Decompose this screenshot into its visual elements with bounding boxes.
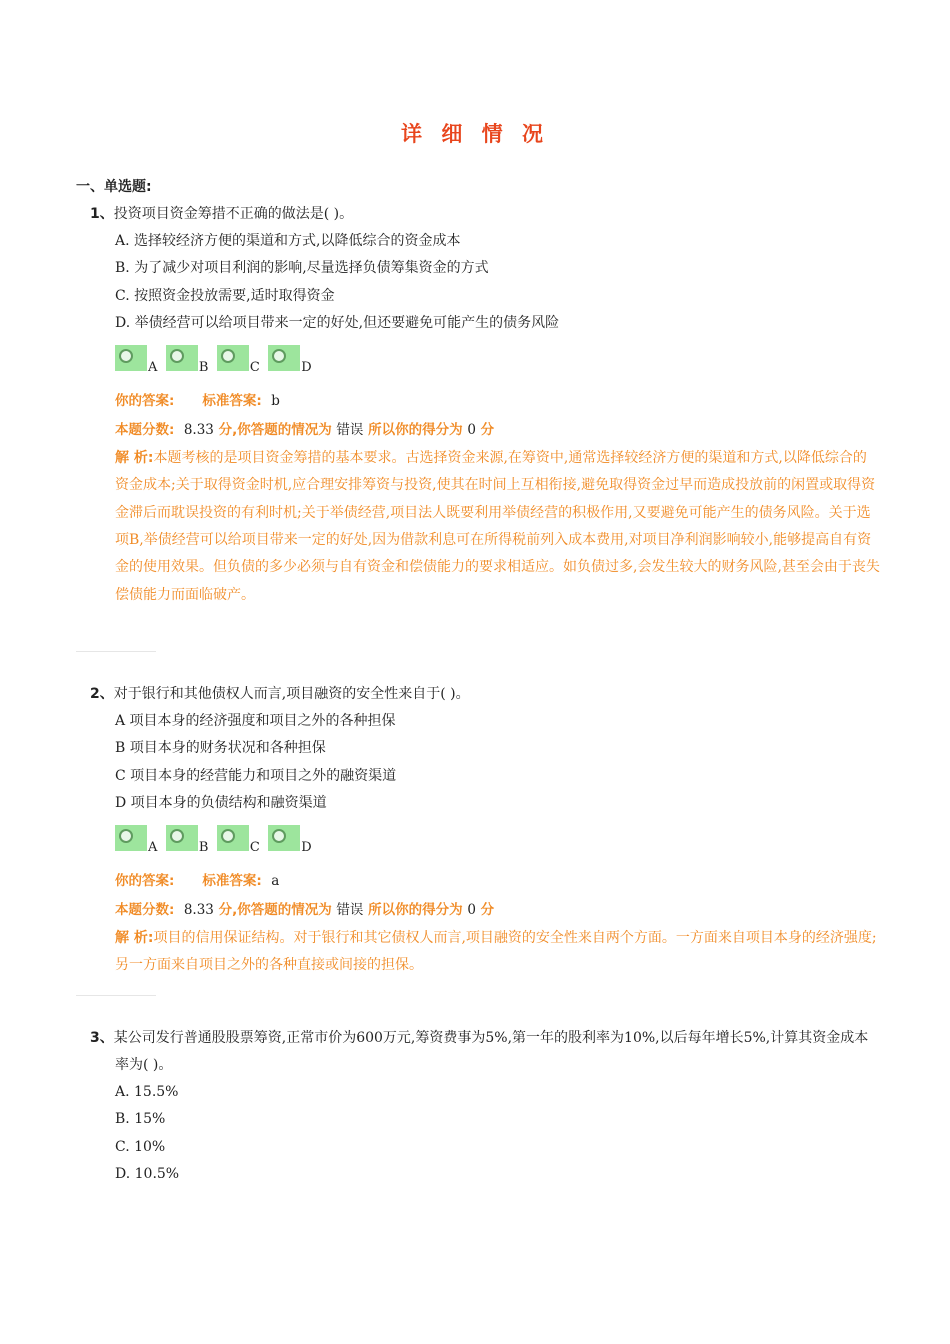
- option-c: C. 10%: [115, 1138, 166, 1155]
- score-label: 本题分数:: [115, 902, 175, 919]
- question-text: 投资项目资金筹措不正确的做法是( )。: [113, 206, 354, 222]
- option-c: C. 按照资金投放需要,适时取得资金: [115, 287, 335, 304]
- question-stem: [90, 681, 880, 708]
- standard-answer-value: a: [271, 873, 280, 890]
- option-a: A 项目本身的经济强度和项目之外的各种担保: [115, 713, 396, 729]
- score-mid-text: 分,你答题的情况为: [218, 422, 332, 439]
- earned-score: 0: [467, 902, 476, 919]
- radio-d-icon[interactable]: [268, 825, 300, 851]
- score-line: [90, 896, 880, 925]
- standard-answer-value: b: [271, 393, 280, 410]
- question-text: 某公司发行普通股股票筹资,正常市价为600万元,筹资费事为5%,第一年的股利率为10%,以后每年增长5%,计算其资金成本率为( )。: [113, 1030, 869, 1073]
- question-text: 对于银行和其他债权人而言,项目融资的安全性来自于( )。: [113, 686, 470, 702]
- question-stem: [90, 1025, 880, 1079]
- option-c: C 项目本身的经营能力和项目之外的融资渠道: [115, 767, 397, 784]
- score-value: 8.33: [183, 422, 214, 439]
- radio-c-icon[interactable]: [217, 345, 249, 371]
- radio-c[interactable]: C: [217, 825, 260, 855]
- analysis: [90, 445, 880, 609]
- divider: [76, 995, 156, 996]
- answer-line: [90, 867, 880, 896]
- standard-answer-label: 标准答案:: [202, 393, 262, 410]
- question-number: 1、: [90, 206, 114, 222]
- option-b: B. 为了减少对项目利润的影响,尽量选择负债筹集资金的方式: [115, 260, 489, 277]
- radio-b-icon[interactable]: [166, 345, 198, 371]
- question-number: 3、: [90, 1030, 114, 1046]
- question-1: [90, 201, 880, 609]
- answer-choices: [90, 825, 880, 855]
- radio-c-icon[interactable]: [217, 825, 249, 851]
- question-2: [90, 681, 880, 980]
- score-label: 本题分数:: [115, 422, 175, 439]
- your-answer-label: 你的答案:: [115, 873, 175, 890]
- analysis: [90, 925, 880, 980]
- question-stem: [90, 201, 880, 228]
- radio-c[interactable]: C: [217, 345, 260, 375]
- radio-d-icon[interactable]: [268, 345, 300, 371]
- answer-choices: [90, 345, 880, 375]
- analysis-label: 解 析:: [115, 450, 154, 467]
- result-status: 错误: [336, 422, 364, 439]
- question-3: [90, 1025, 880, 1188]
- score-mid-text: 分,你答题的情况为: [218, 902, 332, 919]
- radio-a-icon[interactable]: [115, 345, 147, 371]
- radio-d[interactable]: D: [268, 345, 311, 375]
- radio-a[interactable]: A: [115, 825, 157, 855]
- question-number: 2、: [90, 686, 114, 702]
- option-a: A. 15.5%: [115, 1084, 179, 1100]
- result-status: 错误: [336, 902, 364, 919]
- score-value: 8.33: [183, 902, 214, 919]
- result-unit: 分: [480, 422, 495, 439]
- option-d: D 项目本身的负债结构和融资渠道: [115, 794, 327, 811]
- option-b: B 项目本身的财务状况和各种担保: [115, 740, 326, 757]
- radio-b-icon[interactable]: [166, 825, 198, 851]
- score-line: [90, 416, 880, 445]
- analysis-text: 项目的信用保证结构。对于银行和其它债权人而言,项目融资的安全性来自两个方面。一方面来自项目本身的经济强度;另一方面来自项目之外的各种直接或间接的担保。: [115, 930, 877, 974]
- earned-score: 0: [467, 422, 476, 439]
- option-d: D. 举债经营可以给项目带来一定的好处,但还要避免可能产生的债务风险: [115, 314, 560, 331]
- radio-b[interactable]: B: [166, 345, 209, 375]
- your-answer-label: 你的答案:: [115, 393, 175, 410]
- analysis-label: 解 析:: [115, 930, 154, 947]
- result-label: 所以你的得分为: [368, 422, 463, 439]
- analysis-text: 本题考核的是项目资金筹措的基本要求。古选择资金来源,在筹资中,通常选择较经济方便的渠道和方式,以降低综合的资金成本;关于取得资金时机,应合理安排筹资与投资,使其在时间上互相衔接,避免取得资金过早而造成投放前的闲置或取得资金滞后而耽误投资的有利时机;关于举债经营,项目法人既要利用举债经营的积极作用,又要避免可能产生的债务风险。关于选项B,举债经营可以给项目带来一定的好处,因为借款利息可在所得税前列入成本费用,对项目净利润影响较小,能够提高自有资金的使用效果。但负债的多少必须与自有资金和偿债能力的要求相适应。如负债过多,会发生较大的财务风险,甚至会由于丧失偿债能力而面临破产。: [115, 450, 880, 603]
- option-a: A. 选择较经济方便的渠道和方式,以降低综合的资金成本: [115, 233, 461, 249]
- radio-d[interactable]: D: [268, 825, 311, 855]
- result-unit: 分: [480, 902, 495, 919]
- option-b: B. 15%: [115, 1111, 166, 1128]
- radio-b[interactable]: B: [166, 825, 209, 855]
- standard-answer-label: 标准答案:: [202, 873, 262, 890]
- section-heading: 一、单选题:: [76, 179, 152, 195]
- result-label: 所以你的得分为: [368, 902, 463, 919]
- radio-a-icon[interactable]: [115, 825, 147, 851]
- radio-a[interactable]: A: [115, 345, 157, 375]
- divider: [76, 651, 156, 652]
- answer-line: [90, 387, 880, 416]
- page-title: 详 细 情 况: [401, 122, 549, 146]
- option-d: D. 10.5%: [115, 1165, 180, 1182]
